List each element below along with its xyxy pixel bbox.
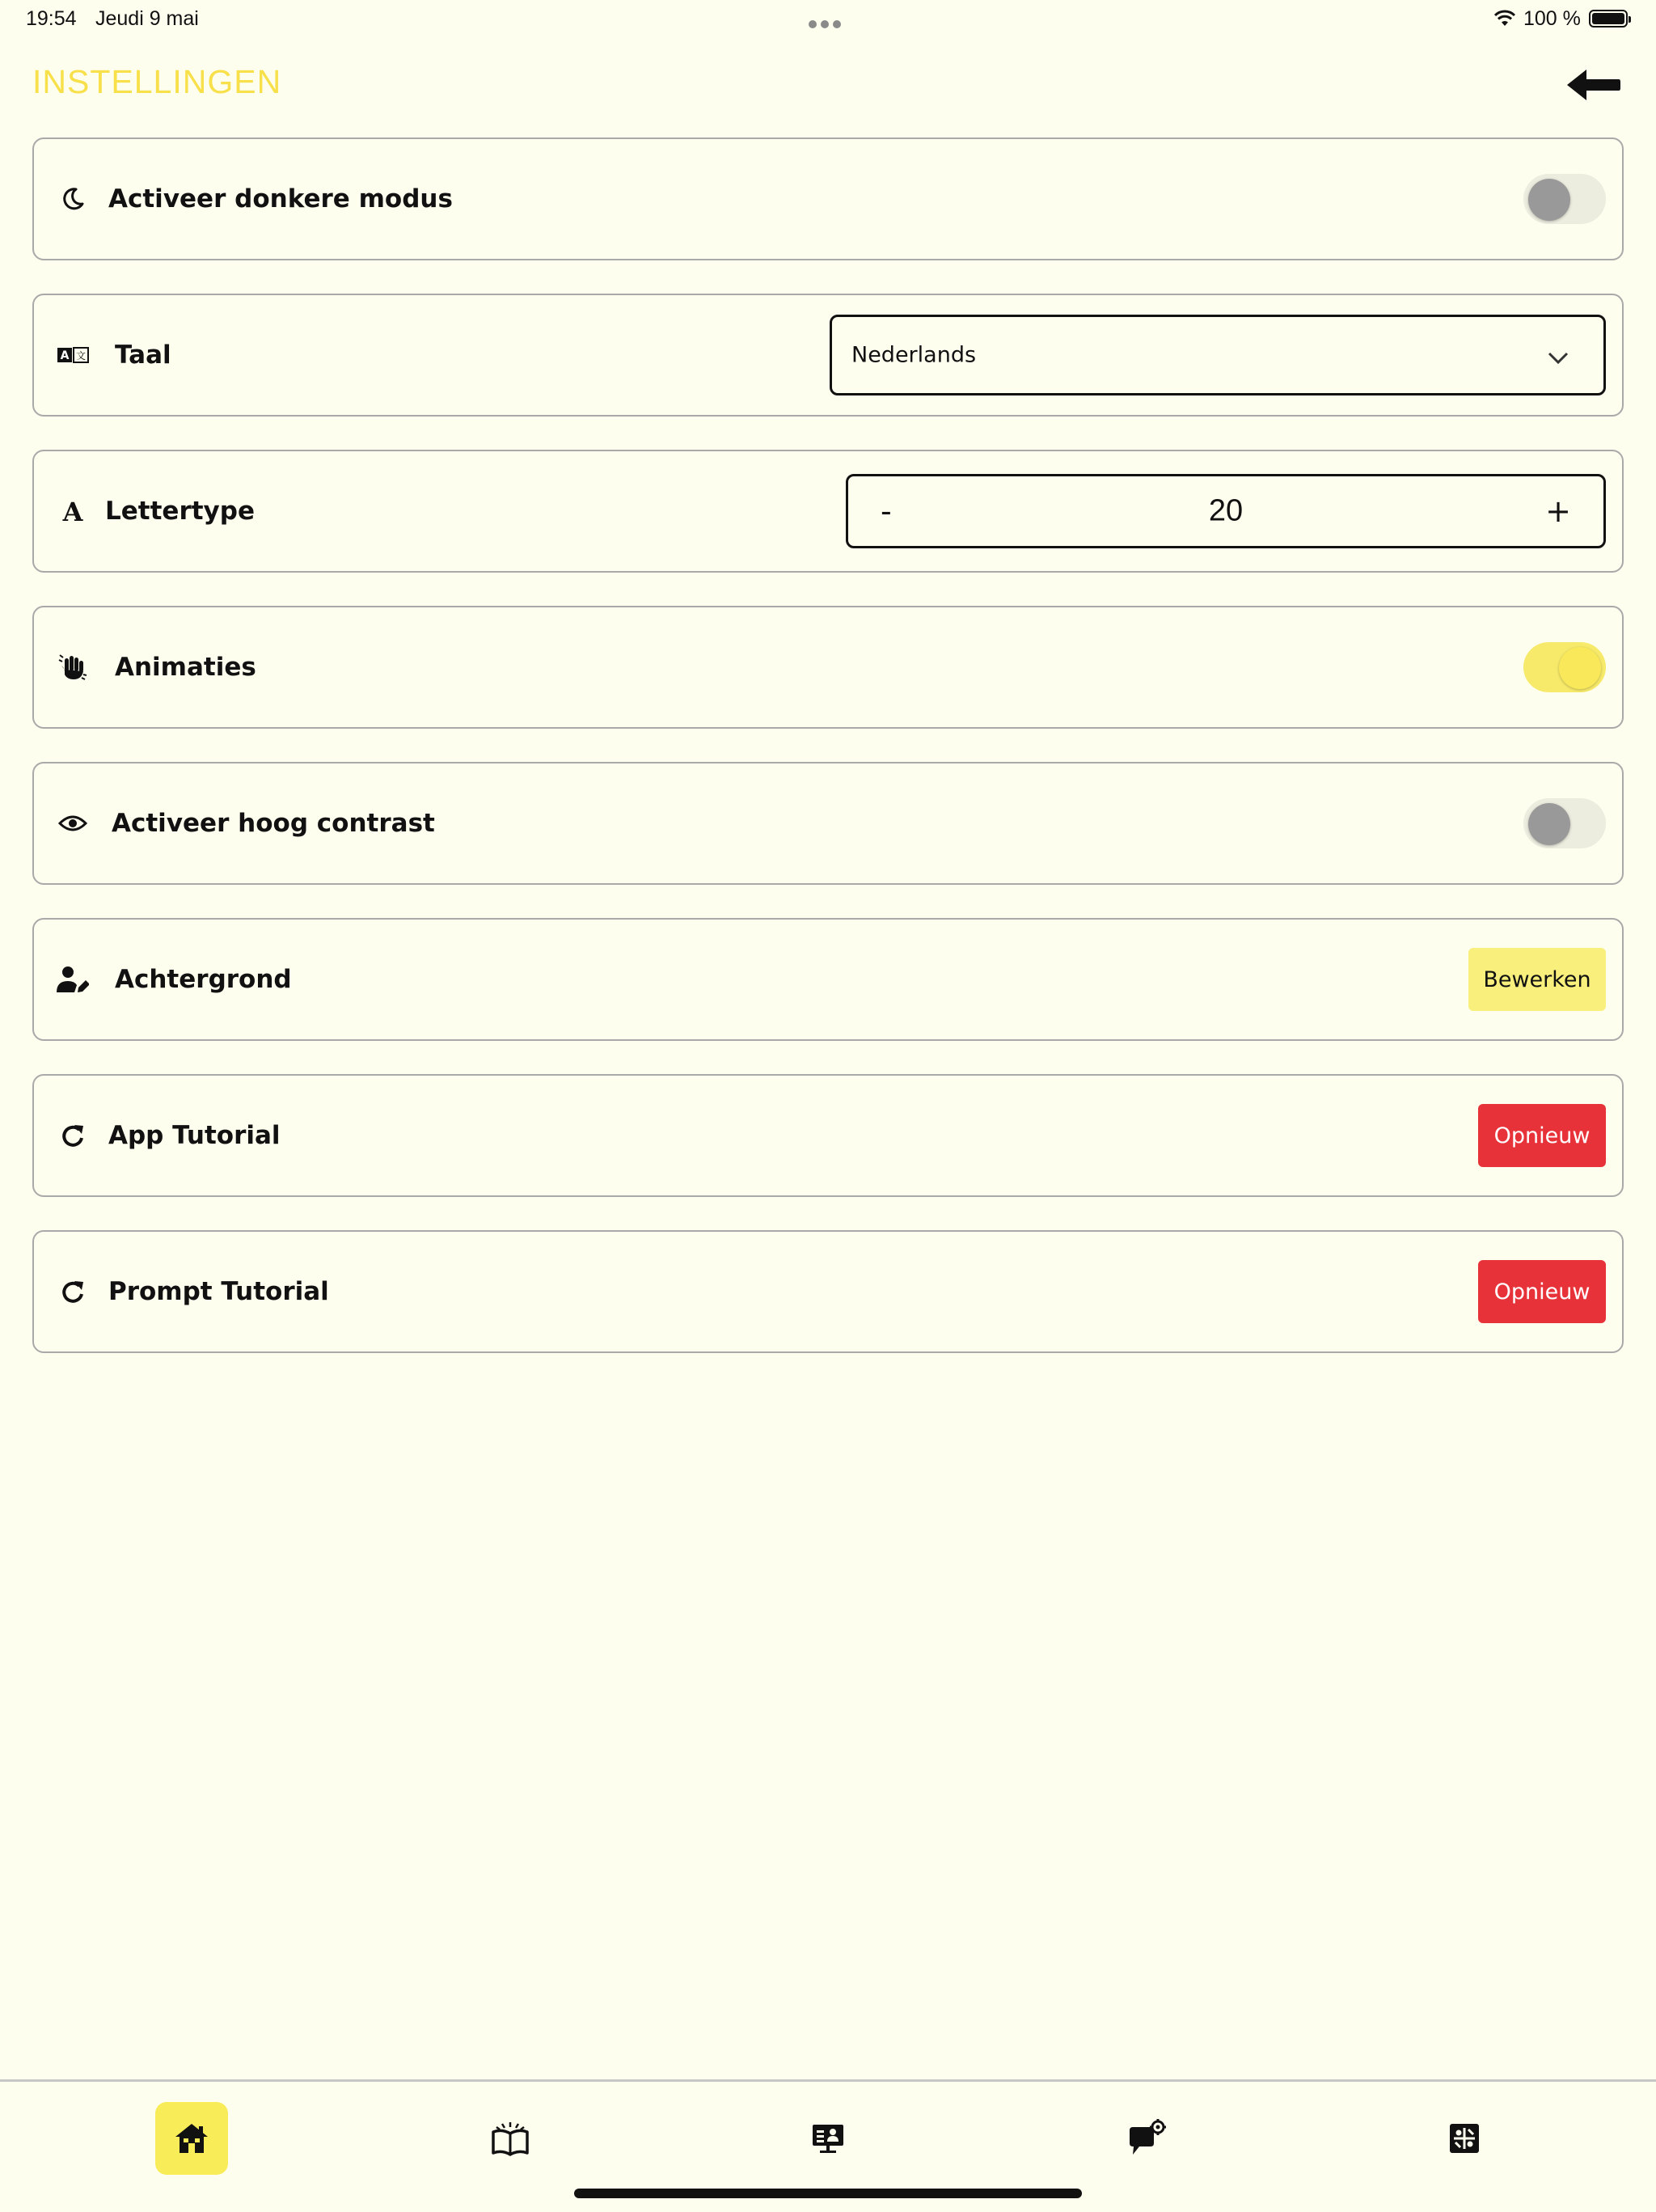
tab-presentation[interactable] <box>792 2102 864 2175</box>
setting-animations <box>32 606 1624 729</box>
edit-background-button[interactable]: Bewerken <box>1468 948 1606 1011</box>
tab-puzzle[interactable] <box>1428 2102 1501 2175</box>
eye-icon <box>57 807 89 840</box>
svg-text:A: A <box>60 349 70 362</box>
setting-font-size <box>32 450 1624 573</box>
user-edit-icon <box>57 963 89 996</box>
animations-toggle[interactable] <box>1523 642 1606 692</box>
font-letter-icon <box>57 495 89 527</box>
svg-text:文: 文 <box>75 350 87 362</box>
setting-language <box>32 294 1624 417</box>
restart-app-tutorial-button[interactable]: Opnieuw <box>1478 1104 1606 1167</box>
back-arrow-icon[interactable] <box>1565 65 1622 105</box>
decrease-font-button[interactable]: - <box>881 493 892 529</box>
language-label: Taal <box>115 340 171 370</box>
status-date: Jeudi 9 mai <box>95 7 199 30</box>
translate-icon <box>57 339 89 371</box>
app-tutorial-label: App Tutorial <box>108 1121 281 1150</box>
high-contrast-toggle[interactable] <box>1523 798 1606 848</box>
redo-icon <box>57 1275 89 1308</box>
chat-settings-icon <box>1126 2119 1167 2158</box>
font-size-label: Lettertype <box>105 497 255 526</box>
home-icon <box>174 2122 209 2155</box>
open-book-icon <box>490 2121 530 2156</box>
prompt-tutorial-label: Prompt Tutorial <box>108 1277 329 1306</box>
home-indicator[interactable] <box>574 2189 1082 2198</box>
redo-icon <box>57 1119 89 1152</box>
language-selected-value: Nederlands <box>851 342 977 368</box>
increase-font-button[interactable]: + <box>1545 493 1571 529</box>
battery-percentage: 100 % <box>1523 7 1581 30</box>
moon-icon <box>57 183 89 215</box>
setting-dark-mode <box>32 137 1624 260</box>
page-title: INSTELLINGEN <box>32 63 282 100</box>
tab-stories[interactable] <box>474 2102 547 2175</box>
high-contrast-label: Activeer hoog contrast <box>112 809 435 838</box>
status-time: 19:54 <box>26 7 77 30</box>
puzzle-icon <box>1447 2121 1481 2155</box>
animations-label: Animaties <box>115 653 256 682</box>
multitasking-dots-icon[interactable] <box>809 16 847 24</box>
battery-icon <box>1589 10 1628 27</box>
setting-background <box>32 918 1624 1041</box>
setting-app-tutorial <box>32 1074 1624 1197</box>
font-size-stepper <box>846 474 1606 548</box>
dark-mode-label: Activeer donkere modus <box>108 184 453 214</box>
tab-home[interactable] <box>155 2102 228 2175</box>
restart-prompt-tutorial-button[interactable]: Opnieuw <box>1478 1260 1606 1323</box>
background-label: Achtergrond <box>115 965 292 994</box>
dark-mode-toggle[interactable] <box>1523 174 1606 224</box>
wifi-icon <box>1493 8 1517 27</box>
svg-text:A: A <box>62 498 83 524</box>
presentation-icon <box>810 2122 846 2155</box>
tab-chat-settings[interactable] <box>1110 2102 1183 2175</box>
waving-hand-icon <box>57 651 89 683</box>
chevron-down-icon <box>1547 346 1569 369</box>
setting-high-contrast <box>32 762 1624 885</box>
font-size-value: 20 <box>1208 493 1244 528</box>
language-select[interactable] <box>830 315 1606 395</box>
status-bar <box>0 0 1656 40</box>
setting-prompt-tutorial <box>32 1230 1624 1353</box>
